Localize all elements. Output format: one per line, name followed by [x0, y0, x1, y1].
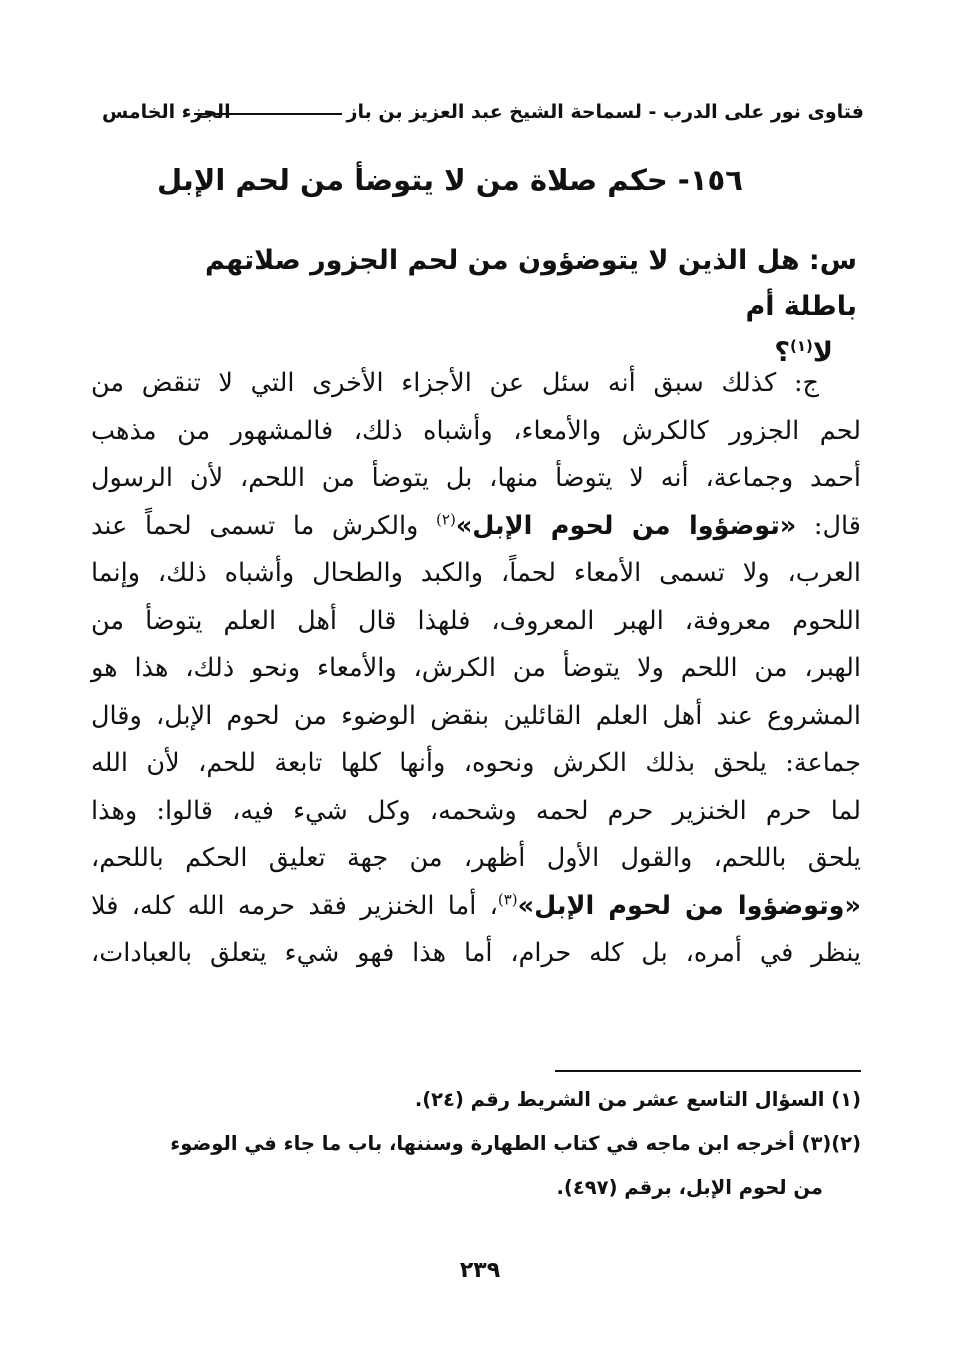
footnote-2-continued: من لحوم الإبل، برقم (٤٩٧). — [556, 1176, 823, 1199]
answer-line-4-b: والكرش ما تسمى لحماً عند — [91, 510, 419, 541]
answer-line-2: لحم الجزور كالكرش والأمعاء، وأشباه ذلك، فالمشهور من مذهب — [91, 415, 861, 446]
footnote-separator — [555, 1070, 861, 1072]
footnotes — [91, 1078, 861, 1210]
footnote-ref-2: (٢) — [436, 510, 456, 528]
hadith-quote-2: «وتوضؤوا من لحوم الإبل» — [517, 890, 861, 921]
header-volume: الجزء الخامس — [102, 101, 231, 123]
footnote-2: (٢)(٣) أخرجه ابن ماجه في كتاب الطهارة وسننها، باب ما جاء في الوضوء — [170, 1132, 861, 1155]
question-line-1: س: هل الذين لا يتوضؤون من لحم الجزور صلاتهم باطلة أم — [204, 245, 857, 322]
header-book-title: فتاوى نور على الدرب - لسماحة الشيخ عبد العزيز بن باز — [346, 101, 864, 123]
answer-line-12 — [91, 883, 861, 931]
answer-line-11: يلحق باللحم، والقول الأول أظهر، من جهة تعليق الحكم باللحم، — [91, 843, 861, 873]
question-line-2-text: لا — [812, 337, 833, 368]
question-mark: ؟ — [774, 337, 791, 368]
footnote-ref-3: (٣) — [497, 890, 518, 908]
fatwa-title: ١٥٦- حكم صلاة من لا يتوضأ من لحم الإبل — [157, 163, 743, 197]
answer-line-12-b: ، أما الخنزير فقد حرمه الله كله، فلا — [91, 890, 498, 921]
page-number: ٢٣٩ — [459, 1258, 501, 1283]
answer-line-5: العرب، ولا تسمى الأمعاء لحماً، والكبد والطحال وأشباه ذلك، وإنما — [91, 558, 861, 588]
footnote-ref-1: (١) — [790, 337, 813, 355]
answer-line-4-a: قال: — [813, 510, 861, 541]
footnote-1: (١) السؤال التاسع عشر من الشريط رقم (٢٤). — [414, 1088, 861, 1111]
answer-line-13: ينظر في أمره، بل كله حرام، أما هذا فهو شيء يتعلق بالعبادات، — [91, 938, 861, 968]
answer-line-9: جماعة: يلحق بذلك الكرش ونحوه، وأنها كلها تابعة للحم، لأن الله — [91, 748, 861, 778]
answer-line-6: اللحوم معروفة، الهبر المعروف، فلهذا قال أهل العلم يتوضأ من — [91, 605, 861, 636]
answer-line-10: لما حرم الخنزير حرم لحمه وشحمه، وكل شيء فيه، قالوا: وهذا — [91, 795, 861, 826]
answer-line-8: المشروع عند أهل العلم القائلين بنقض الوضوء من لحوم الإبل، وقال — [91, 700, 861, 731]
answer-line-4 — [91, 503, 861, 551]
question-block — [137, 238, 857, 376]
answer-block — [91, 360, 861, 978]
running-header — [102, 94, 864, 130]
answer-line-3: أحمد وجماعة، أنه لا يتوضأ منها، بل يتوضأ من اللحم، لأن الرسول — [91, 463, 861, 493]
answer-line-1: ج: كذلك سبق أنه سئل عن الأجزاء الأخرى التي لا تنقض من — [91, 368, 819, 398]
answer-line-7: الهبر، من اللحم ولا يتوضأ من الكرش، والأمعاء ونحو ذلك، هذا هو — [91, 653, 861, 683]
hadith-quote-1: «توضؤوا من لحوم الإبل» — [455, 510, 797, 541]
